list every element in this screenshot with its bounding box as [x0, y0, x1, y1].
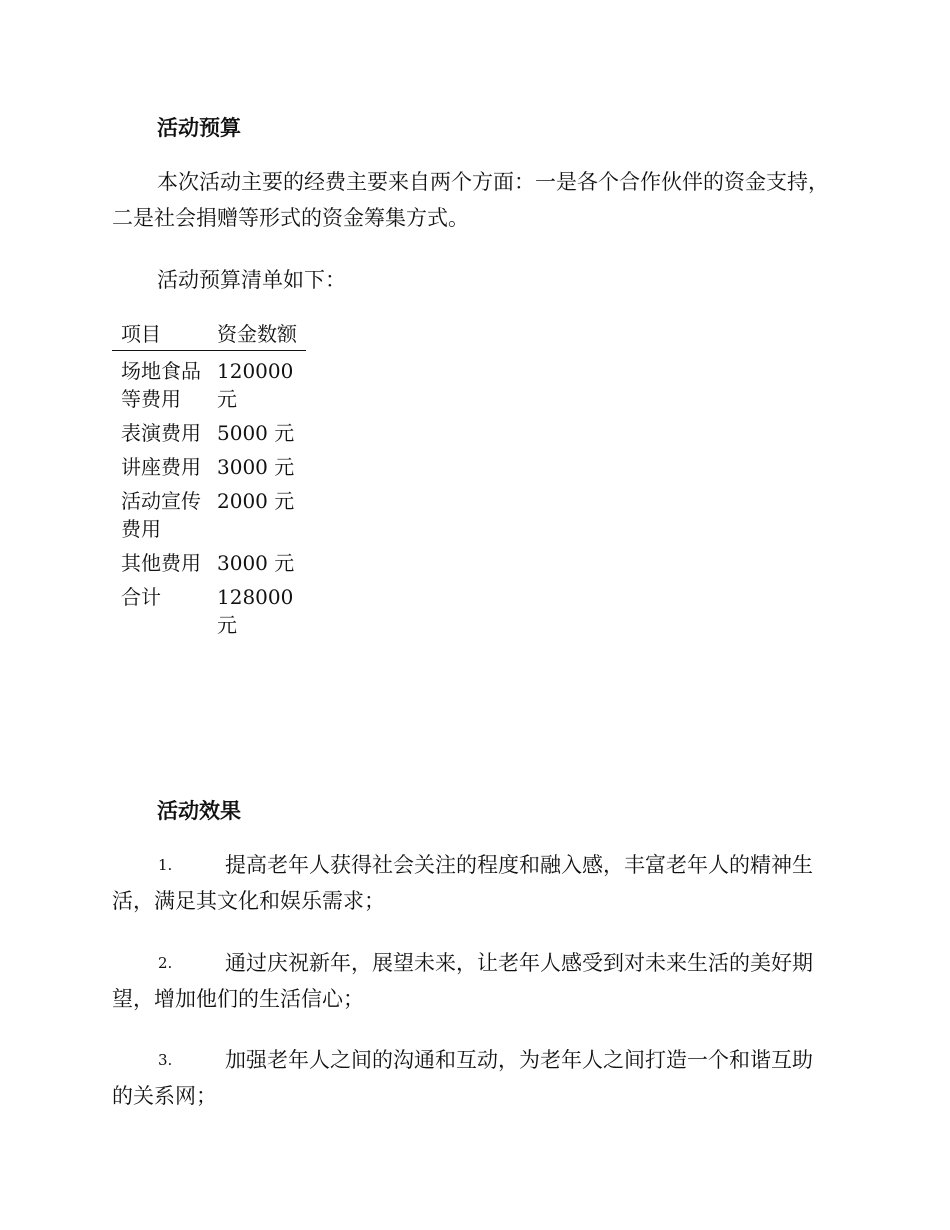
header-amount: 资金数额	[217, 322, 297, 346]
list-text-line2: 望，增加他们的生活信心；	[112, 987, 364, 1011]
list-text-line1: 加强老年人之间的沟通和互动，为老年人之间打造一个和谐互助	[225, 1048, 813, 1072]
list-text-line2: 的关系网；	[112, 1084, 217, 1108]
row-amount: 3000 元	[217, 455, 295, 479]
effect-heading: 活动效果	[157, 798, 241, 823]
list-item	[112, 1042, 842, 1114]
row-item: 其他费用	[121, 551, 201, 575]
row-item: 活动宣传费用	[121, 489, 201, 541]
row-amount: 3000 元	[217, 551, 295, 575]
row-amount: 128000 元	[217, 585, 294, 637]
row-item: 合计	[121, 585, 161, 609]
row-item: 讲座费用	[121, 455, 201, 479]
table-row	[112, 549, 306, 577]
row-item: 场地食品等费用	[121, 359, 201, 411]
list-number: 3.	[158, 1051, 173, 1069]
list-item	[112, 945, 842, 1017]
budget-table	[112, 320, 306, 639]
list-text-line1: 提高老年人获得社会关注的程度和融入感，丰富老年人的精神生	[225, 853, 813, 877]
budget-list-intro: 活动预算清单如下：	[157, 268, 346, 292]
budget-heading: 活动预算	[157, 115, 241, 140]
budget-table-header	[112, 320, 306, 351]
table-row	[112, 453, 306, 481]
budget-intro-paragraph: 本次活动主要的经费主要来自两个方面：一是各个合作伙伴的资金支持，二是社会捐赠等形式的资金筹集方式。	[112, 170, 829, 230]
table-row	[112, 487, 306, 543]
list-text-line2: 活，满足其文化和娱乐需求；	[112, 889, 385, 913]
table-row	[112, 357, 306, 413]
row-amount: 2000 元	[217, 489, 295, 513]
list-text-line1: 通过庆祝新年，展望未来，让老年人感受到对未来生活的美好期	[225, 951, 813, 975]
list-number: 1.	[158, 856, 173, 874]
header-item: 项目	[121, 322, 161, 346]
row-amount: 120000 元	[217, 359, 294, 411]
list-number: 2.	[158, 954, 173, 972]
list-item	[112, 847, 842, 919]
table-row	[112, 419, 306, 447]
row-amount: 5000 元	[217, 421, 295, 445]
table-row	[112, 583, 306, 639]
row-item: 表演费用	[121, 421, 201, 445]
